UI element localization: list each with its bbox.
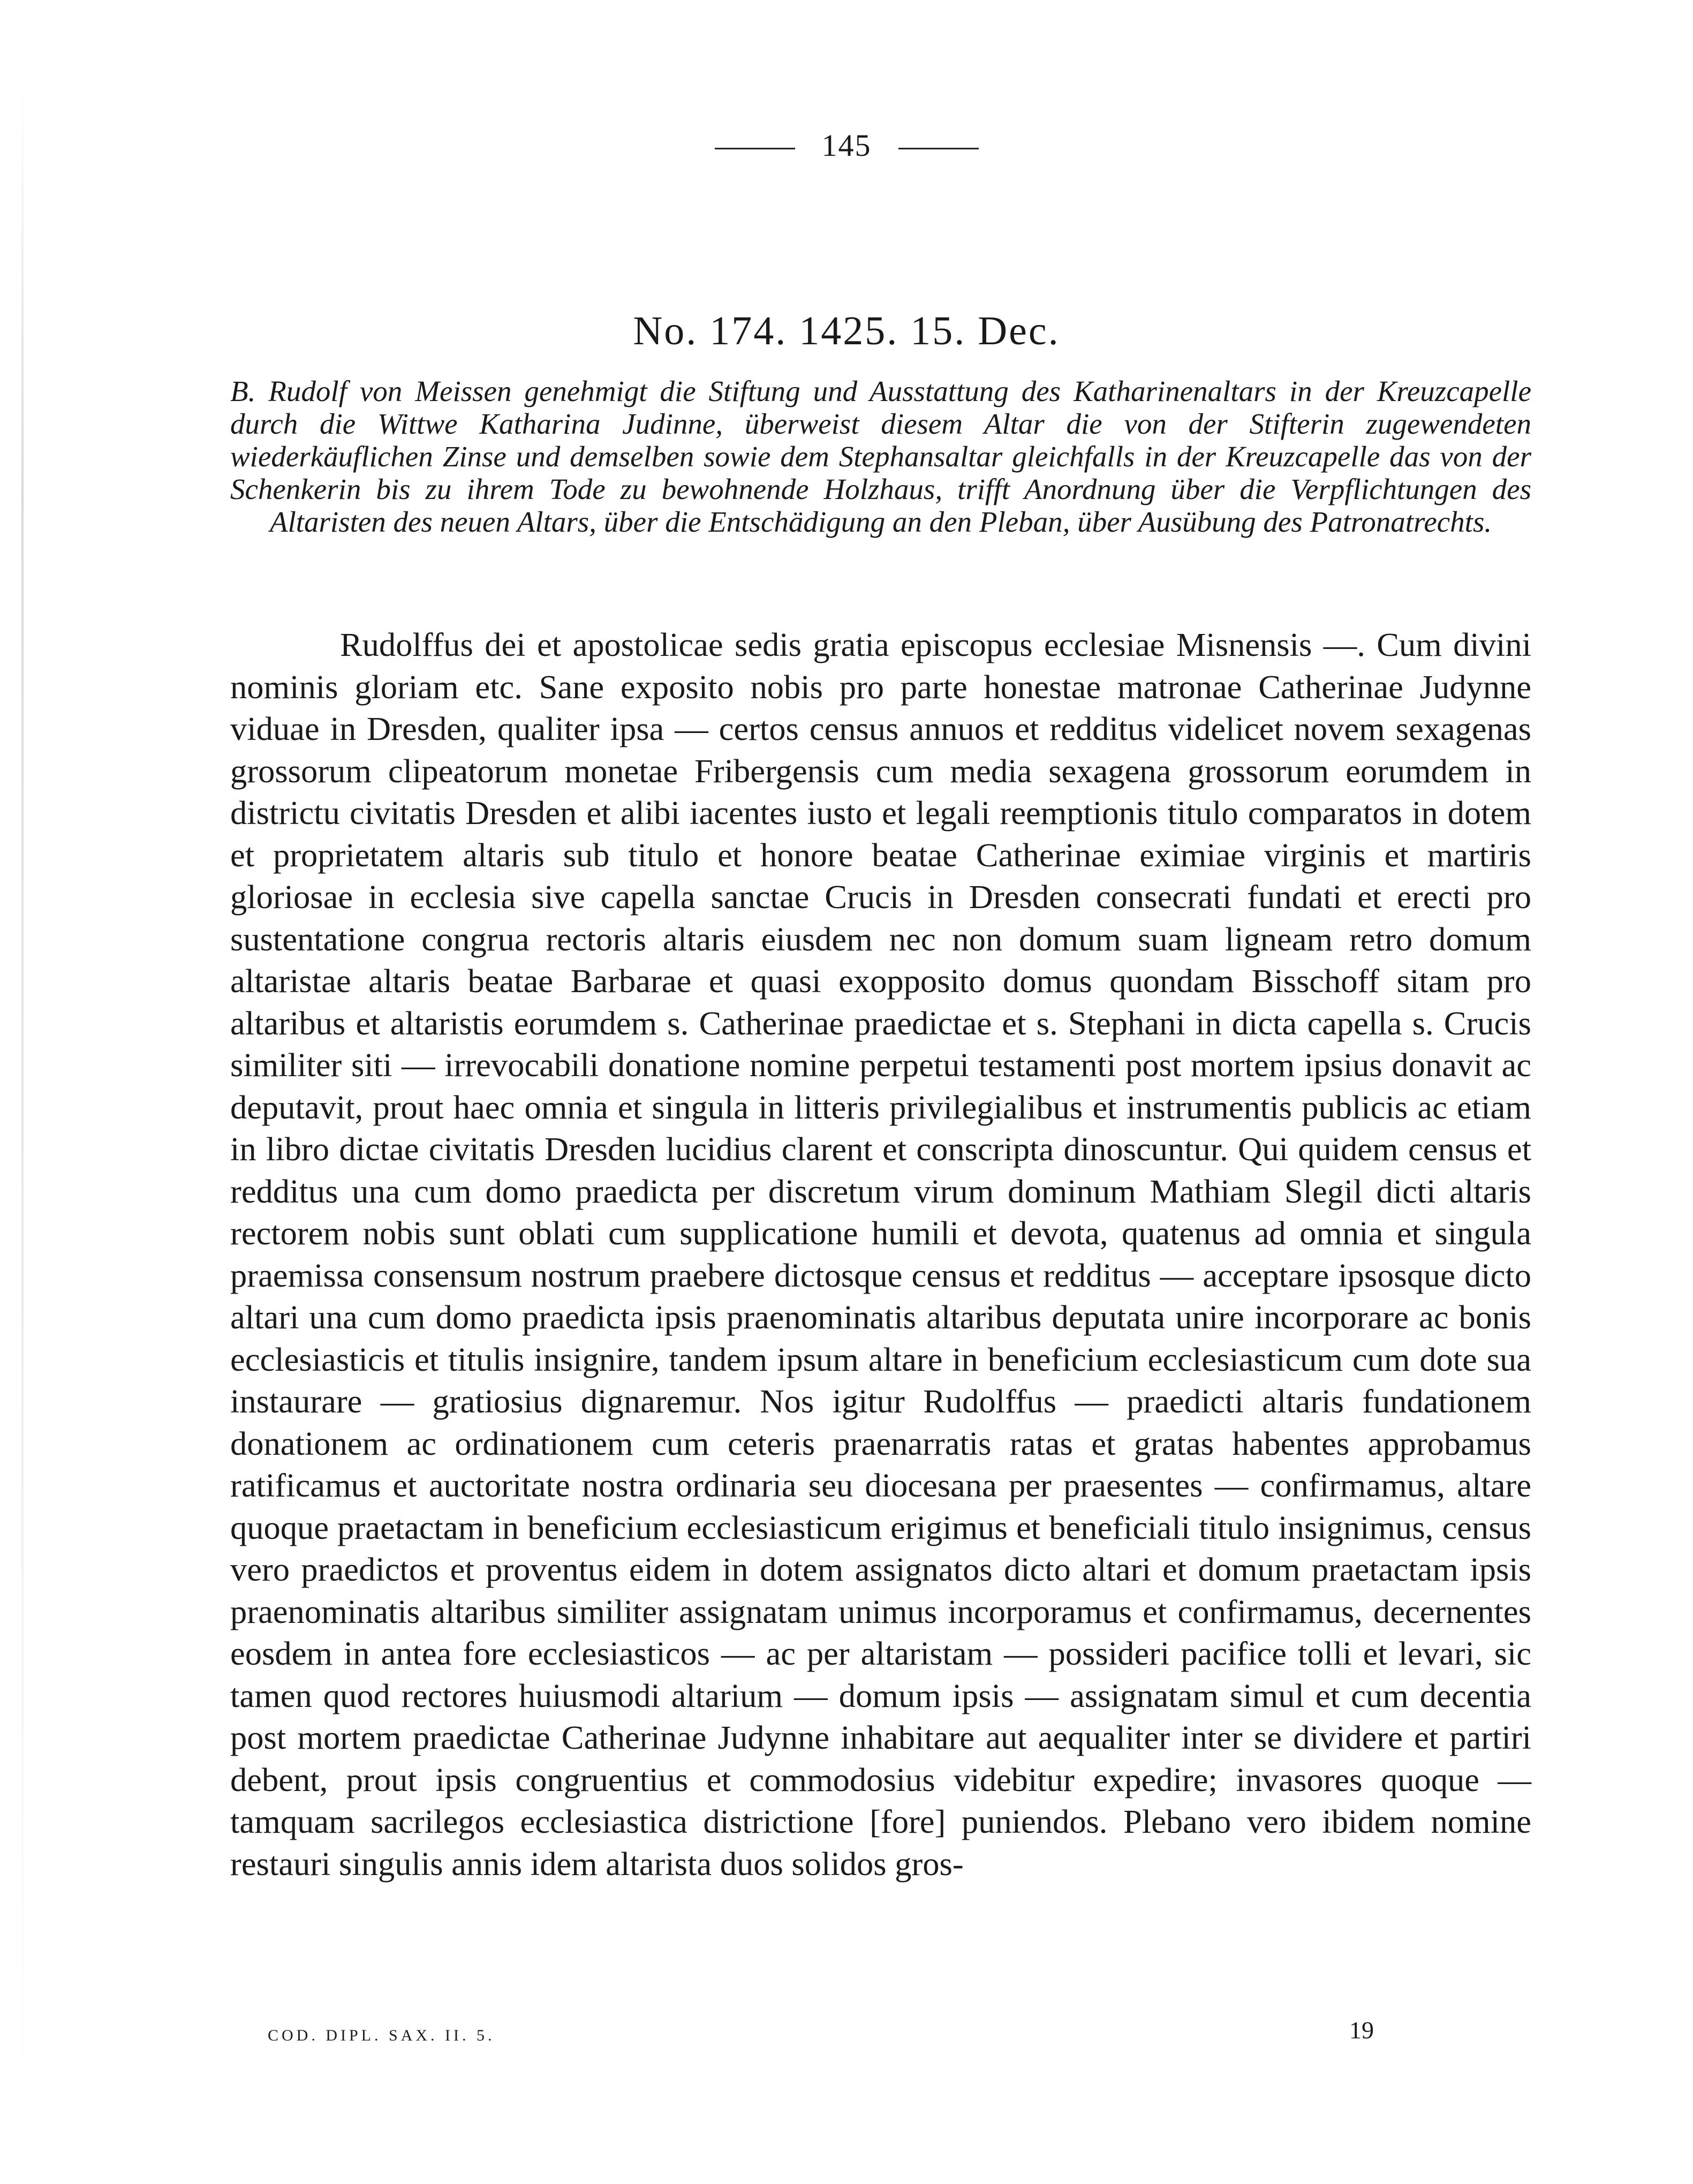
header-dash-right bbox=[898, 148, 979, 149]
charter-body-text: Rudolffus dei et apostolicae sedis gratia episcopus ecclesiae Misnensis —. Cum divini nominis gloriam etc. Sane exposito nobis pro parte honestae matronae Catherinae Judynne viduae in Dresden, qualiter ipsa — certos census annuos et redditus videlicet novem sexagenas grossorum clipeatorum monetae Fribergensis cum media sexagena grossorum eorumdem in districtu civitatis Dresden et alibi iacentes iusto et legali reemptionis titulo comparatos in dotem et proprietatem altaris sub titulo et honore beatae Catherinae eximiae virginis et martiris gloriosae in ecclesia sive capella sanctae Crucis in Dresden consecrati fundati et erecti pro sustentatione congrua rectoris altaris eiusdem nec non domum suam ligneam retro domum altaristae altaris beatae Barbarae et quasi exopposito domus quondam Bisschoff sitam pro altaribus et altaristis eorumdem s. Catherinae praedictae et s. Stephani in dicta capella s. Crucis similiter siti — irrevocabili donatione nomine perpetui testamenti post mortem ipsius donavit ac deputavit, prout haec omnia et singula in litteris privilegialibus et instrumentis publicis ac etiam in libro dictae civitatis Dresden lucidius clarent et conscripta dinoscuntur. Qui quidem census et redditus una cum domo praedicta per discretum virum dominum Mathiam Slegil dicti altaris rectorem nobis sunt oblati cum supplicatione humili et devota, quatenus ad omnia et singula praemissa consensum nostrum praebere dictosque census et redditus — acceptare ipsosque dicto altari una cum domo praedicta ipsis praenominatis altaribus deputata unire incorporare ac bonis ecclesiasticis et titulis insignire, tandem ipsum altare in beneficium ecclesiasticum cum dote sua instaurare — gratiosius dignaremur. Nos igitur Rudolffus — praedicti altaris fundationem donationem ac ordinationem cum ceteris praenarratis ratas et gratas habentes approbamus ratificamus et auctoritate nostra ordinaria seu diocesana per praesentes — confirmamus, altare quoque praetactam in beneficium ecclesiasticum erigimus et beneficiali titulo insignimus, census vero praedictos et proventus eidem in dotem assignatos dicto altari et domum praetactam ipsis praenominatis altaribus similiter assignatam unimus incorporamus et confirmamus, decernentes eosdem in antea fore ecclesiasticos — ac per altaristam — possideri pacifice tolli et levari, sic tamen quod rectores huiusmodi altarium — domum ipsis — assignatam simul et cum decentia post mortem praedictae Catherinae Judynne inhabitare aut aequaliter inter se dividere et partiri debent, prout ipsis congruentius et commodosius videbitur expedire; invasores quoque — tamquam sacrilegos ecclesiastica districtione [fore] puniendos. Plebano vero ibidem nomine restauri singulis annis idem altarista duos solidos gros- bbox=[230, 626, 1531, 1883]
footer-signature: COD. DIPL. SAX. II. 5. bbox=[268, 2027, 495, 2044]
scan-edge-shadow bbox=[21, 86, 24, 2120]
header-dash-left bbox=[715, 148, 795, 149]
document-title: No. 174. 1425. 15. Dec. bbox=[633, 308, 1060, 353]
footer-sheet-number: 19 bbox=[1349, 2016, 1374, 2044]
regest-summary: B. Rudolf von Meissen genehmigt die Stiftung und Ausstattung des Katharinenaltars in der Kreuzcapelle durch die Wittwe Katharina Judinne, überweist diesem Altar die von der Stifterin zugewendeten wiederkäuflichen Zinse und demselben sowie dem Stephansaltar gleichfalls in der Kreuzcapelle das von der Schenkerin bis zu ihrem Tode zu bewohnende Holzhaus, trifft Anordnung über die Verpflichtungen des Altaristen des neuen Altars, über die Entschädigung an den Pleban, über Ausübung des Patronatrechts. bbox=[230, 375, 1531, 538]
page-number: 145 bbox=[821, 128, 872, 163]
page-header bbox=[0, 127, 1693, 163]
